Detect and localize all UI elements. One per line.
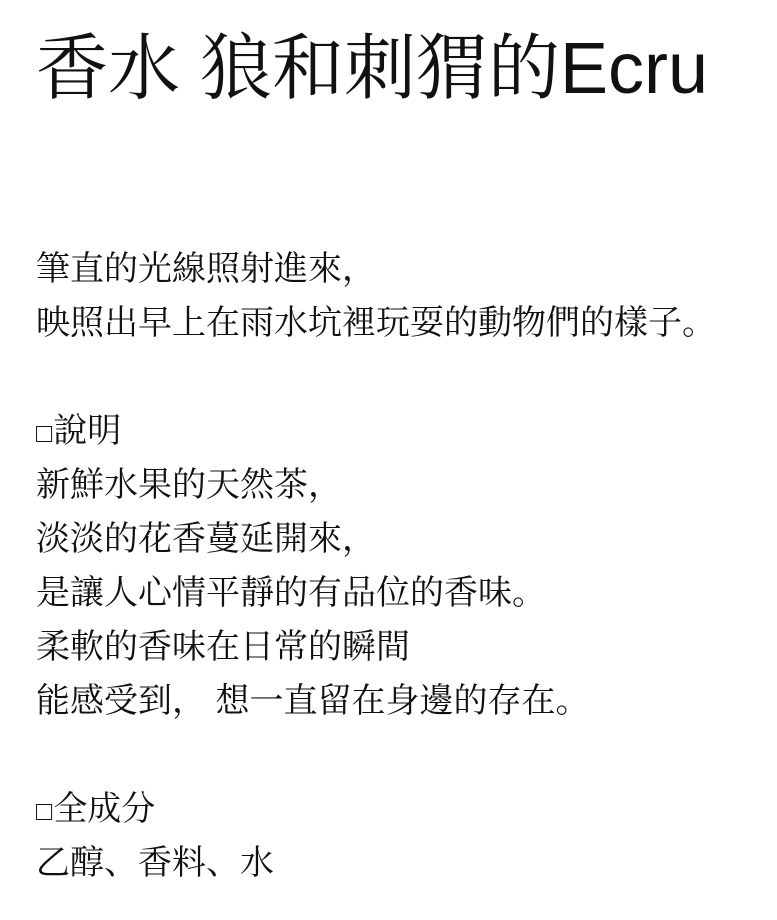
blank-line bbox=[36, 350, 763, 404]
section-line: 能感受到， 想一直留在身邊的存在。 bbox=[36, 682, 590, 720]
section-heading-label: 全成分 bbox=[53, 790, 156, 828]
square-bullet-icon: □ bbox=[36, 418, 53, 448]
description-body bbox=[36, 242, 763, 890]
section-line: 乙醇、香料、水 bbox=[36, 844, 274, 882]
section-line: 淡淡的花香蔓延開來， bbox=[36, 520, 376, 558]
square-bullet-icon: □ bbox=[36, 796, 53, 826]
page-title: 香水 狼和刺猬的Ecru bbox=[36, 29, 709, 109]
section-line: 柔軟的香味在日常的瞬間 bbox=[36, 628, 410, 666]
intro-line: 映照出早上在雨水坑裡玩耍的動物們的樣子。 bbox=[36, 304, 716, 342]
section-heading-ingredients bbox=[36, 782, 763, 836]
section-line: 是讓人心情平靜的有品位的香味。 bbox=[36, 574, 546, 612]
section-heading-label: 說明 bbox=[53, 412, 122, 450]
intro-line: 筆直的光線照射進來， bbox=[36, 250, 376, 288]
section-line: 新鮮水果的天然茶， bbox=[36, 466, 342, 504]
section-heading-description bbox=[36, 404, 763, 458]
blank-line bbox=[36, 728, 763, 782]
